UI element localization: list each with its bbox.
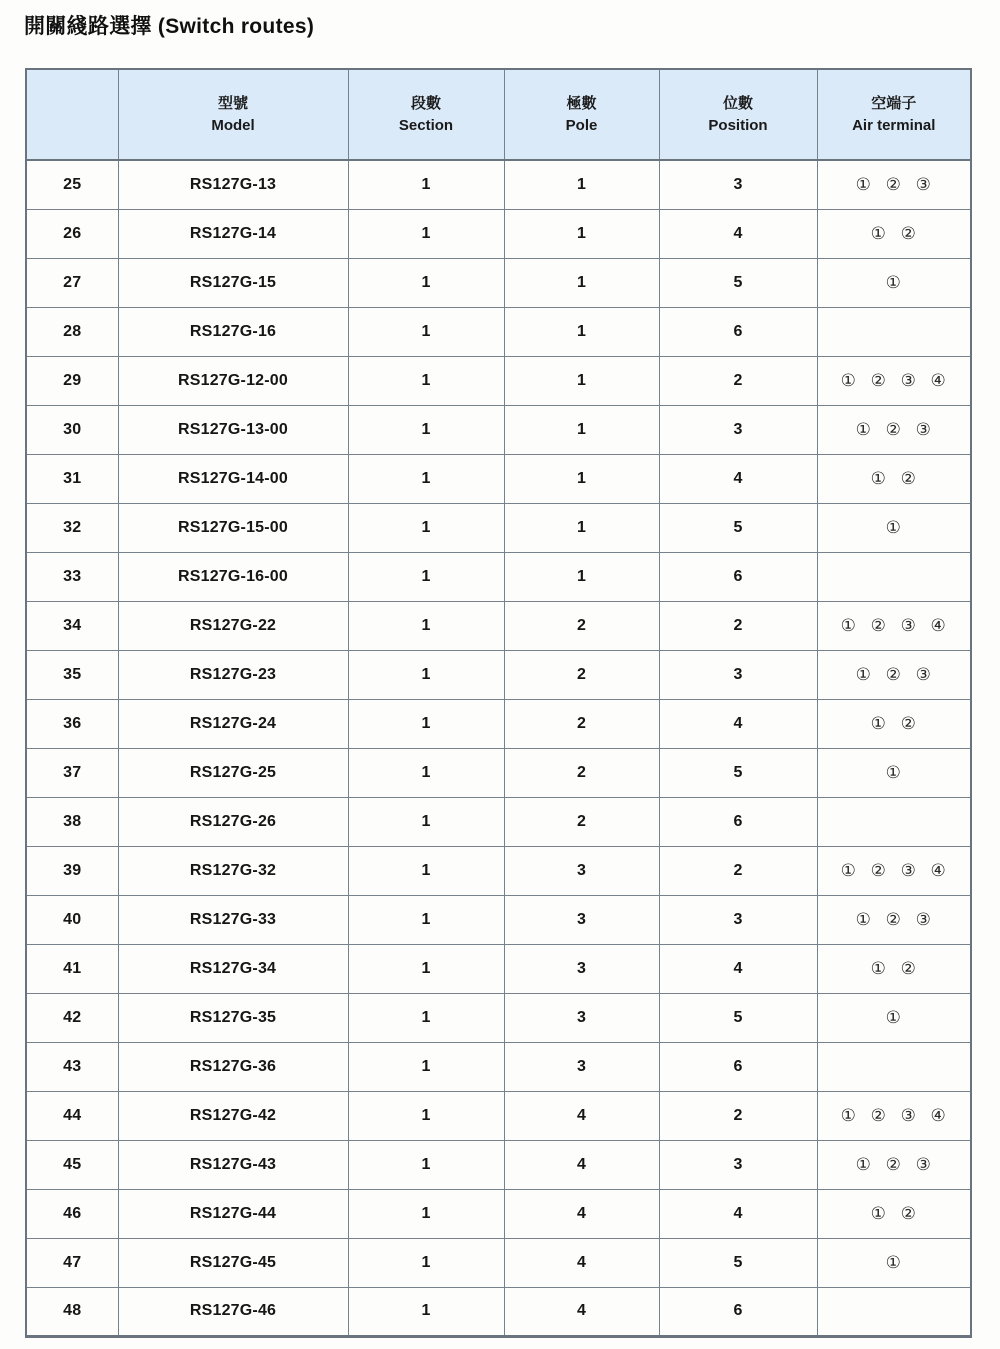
model-cell: RS127G-12-00 [118, 356, 348, 405]
table-row [26, 699, 971, 748]
pole-cell: 4 [504, 1140, 659, 1189]
section-cell: 1 [348, 209, 504, 258]
air-terminal-cell: ① ② [817, 209, 971, 258]
col-header-pole [504, 69, 659, 160]
row-number-cell: 32 [26, 503, 118, 552]
row-number-cell: 43 [26, 1042, 118, 1091]
row-number-cell: 25 [26, 160, 118, 209]
air-terminal-cell: ① [817, 1238, 971, 1287]
table-row [26, 846, 971, 895]
row-number-cell: 29 [26, 356, 118, 405]
table-row [26, 454, 971, 503]
air-terminal-cell: ① ② ③ [817, 895, 971, 944]
position-cell: 5 [659, 258, 817, 307]
position-cell: 5 [659, 748, 817, 797]
air-terminal-cell: ① ② ③ [817, 1140, 971, 1189]
row-number-cell: 39 [26, 846, 118, 895]
row-number-cell: 40 [26, 895, 118, 944]
table-row [26, 405, 971, 454]
model-cell: RS127G-45 [118, 1238, 348, 1287]
section-cell: 1 [348, 552, 504, 601]
model-cell: RS127G-32 [118, 846, 348, 895]
model-cell: RS127G-43 [118, 1140, 348, 1189]
col-header-position-zh: 位數 [722, 94, 753, 112]
position-cell: 3 [659, 160, 817, 209]
row-number-cell: 41 [26, 944, 118, 993]
page-title: 開關綫路選擇 (Switch routes) [24, 15, 315, 38]
switch-routes-table [25, 68, 972, 1338]
col-header-air-terminal-zh: 空端子 [871, 94, 917, 112]
row-number-cell: 38 [26, 797, 118, 846]
position-cell: 3 [659, 405, 817, 454]
position-cell: 5 [659, 1238, 817, 1287]
col-header-pole-en: Pole [565, 117, 598, 135]
table-row [26, 1189, 971, 1238]
position-cell: 6 [659, 552, 817, 601]
row-number-cell: 36 [26, 699, 118, 748]
position-cell: 2 [659, 1091, 817, 1140]
col-header-position-en: Position [708, 117, 768, 135]
position-cell: 2 [659, 846, 817, 895]
position-cell: 3 [659, 650, 817, 699]
col-header-model [118, 69, 348, 160]
position-cell: 6 [659, 307, 817, 356]
row-number-cell: 46 [26, 1189, 118, 1238]
col-header-model-zh: 型號 [217, 94, 248, 112]
section-cell: 1 [348, 1140, 504, 1189]
row-number-cell: 37 [26, 748, 118, 797]
section-cell: 1 [348, 944, 504, 993]
row-number-cell: 27 [26, 258, 118, 307]
pole-cell: 2 [504, 650, 659, 699]
position-cell: 6 [659, 1287, 817, 1336]
table-row [26, 1140, 971, 1189]
position-cell: 4 [659, 944, 817, 993]
air-terminal-cell: ① [817, 993, 971, 1042]
position-cell: 4 [659, 1189, 817, 1238]
pole-cell: 3 [504, 993, 659, 1042]
section-cell: 1 [348, 356, 504, 405]
pole-cell: 4 [504, 1238, 659, 1287]
row-number-cell: 31 [26, 454, 118, 503]
table-row [26, 944, 971, 993]
section-cell: 1 [348, 797, 504, 846]
section-cell: 1 [348, 405, 504, 454]
row-number-cell: 47 [26, 1238, 118, 1287]
section-cell: 1 [348, 1042, 504, 1091]
col-header-blank [26, 69, 118, 160]
section-cell: 1 [348, 846, 504, 895]
table-row [26, 1238, 971, 1287]
position-cell: 3 [659, 1140, 817, 1189]
air-terminal-cell: ① ② ③ ④ [817, 1091, 971, 1140]
pole-cell: 2 [504, 797, 659, 846]
table-row [26, 601, 971, 650]
pole-cell: 3 [504, 846, 659, 895]
model-cell: RS127G-26 [118, 797, 348, 846]
pole-cell: 1 [504, 405, 659, 454]
position-cell: 2 [659, 356, 817, 405]
section-cell: 1 [348, 307, 504, 356]
position-cell: 5 [659, 993, 817, 1042]
table-row [26, 356, 971, 405]
table-row [26, 552, 971, 601]
air-terminal-cell: ① [817, 503, 971, 552]
model-cell: RS127G-42 [118, 1091, 348, 1140]
air-terminal-cell: ① ② [817, 699, 971, 748]
position-cell: 2 [659, 601, 817, 650]
pole-cell: 2 [504, 748, 659, 797]
section-cell: 1 [348, 895, 504, 944]
air-terminal-cell [817, 307, 971, 356]
position-cell: 3 [659, 895, 817, 944]
section-cell: 1 [348, 160, 504, 209]
col-header-air-terminal [817, 69, 971, 160]
pole-cell: 1 [504, 356, 659, 405]
pole-cell: 4 [504, 1091, 659, 1140]
air-terminal-cell: ① ② ③ ④ [817, 601, 971, 650]
section-cell: 1 [348, 601, 504, 650]
model-cell: RS127G-23 [118, 650, 348, 699]
section-cell: 1 [348, 699, 504, 748]
model-cell: RS127G-13 [118, 160, 348, 209]
model-cell: RS127G-14-00 [118, 454, 348, 503]
section-cell: 1 [348, 1189, 504, 1238]
col-header-section-zh: 段數 [410, 94, 441, 112]
pole-cell: 2 [504, 699, 659, 748]
table-row [26, 650, 971, 699]
table-row [26, 160, 971, 209]
model-cell: RS127G-15-00 [118, 503, 348, 552]
section-cell: 1 [348, 1287, 504, 1336]
row-number-cell: 28 [26, 307, 118, 356]
position-cell: 4 [659, 699, 817, 748]
air-terminal-cell: ① ② [817, 1189, 971, 1238]
pole-cell: 1 [504, 503, 659, 552]
table-row [26, 258, 971, 307]
pole-cell: 1 [504, 454, 659, 503]
model-cell: RS127G-36 [118, 1042, 348, 1091]
model-cell: RS127G-25 [118, 748, 348, 797]
position-cell: 4 [659, 454, 817, 503]
row-number-cell: 48 [26, 1287, 118, 1336]
pole-cell: 4 [504, 1287, 659, 1336]
model-cell: RS127G-14 [118, 209, 348, 258]
model-cell: RS127G-34 [118, 944, 348, 993]
model-cell: RS127G-35 [118, 993, 348, 1042]
col-header-model-en: Model [211, 117, 255, 135]
air-terminal-cell: ① [817, 748, 971, 797]
pole-cell: 1 [504, 209, 659, 258]
col-header-pole-zh: 極數 [566, 94, 597, 112]
model-cell: RS127G-15 [118, 258, 348, 307]
col-header-section [348, 69, 504, 160]
air-terminal-cell [817, 1287, 971, 1336]
air-terminal-cell: ① ② ③ [817, 160, 971, 209]
air-terminal-cell [817, 797, 971, 846]
col-header-position [659, 69, 817, 160]
pole-cell: 2 [504, 601, 659, 650]
position-cell: 5 [659, 503, 817, 552]
pole-cell: 3 [504, 895, 659, 944]
model-cell: RS127G-13-00 [118, 405, 348, 454]
table-row [26, 895, 971, 944]
section-cell: 1 [348, 454, 504, 503]
section-cell: 1 [348, 650, 504, 699]
section-cell: 1 [348, 1091, 504, 1140]
section-cell: 1 [348, 1238, 504, 1287]
model-cell: RS127G-44 [118, 1189, 348, 1238]
air-terminal-cell: ① ② ③ [817, 405, 971, 454]
position-cell: 6 [659, 1042, 817, 1091]
model-cell: RS127G-16-00 [118, 552, 348, 601]
pole-cell: 1 [504, 307, 659, 356]
pole-cell: 3 [504, 944, 659, 993]
table-row [26, 1042, 971, 1091]
table-row [26, 503, 971, 552]
col-header-section-en: Section [398, 117, 454, 135]
air-terminal-cell: ① ② ③ [817, 650, 971, 699]
model-cell: RS127G-46 [118, 1287, 348, 1336]
section-cell: 1 [348, 748, 504, 797]
col-header-air-terminal-en: Air terminal [852, 117, 936, 135]
table-row [26, 748, 971, 797]
row-number-cell: 35 [26, 650, 118, 699]
table-row [26, 797, 971, 846]
air-terminal-cell: ① ② ③ ④ [817, 356, 971, 405]
section-cell: 1 [348, 503, 504, 552]
row-number-cell: 44 [26, 1091, 118, 1140]
table-row [26, 1287, 971, 1336]
model-cell: RS127G-33 [118, 895, 348, 944]
model-cell: RS127G-16 [118, 307, 348, 356]
table-row [26, 1091, 971, 1140]
air-terminal-cell: ① ② [817, 454, 971, 503]
pole-cell: 1 [504, 160, 659, 209]
table-row [26, 307, 971, 356]
table-body [26, 160, 971, 1336]
position-cell: 6 [659, 797, 817, 846]
pole-cell: 1 [504, 552, 659, 601]
table-row [26, 993, 971, 1042]
row-number-cell: 26 [26, 209, 118, 258]
air-terminal-cell [817, 1042, 971, 1091]
row-number-cell: 42 [26, 993, 118, 1042]
model-cell: RS127G-24 [118, 699, 348, 748]
air-terminal-cell: ① [817, 258, 971, 307]
row-number-cell: 34 [26, 601, 118, 650]
table-row [26, 209, 971, 258]
air-terminal-cell [817, 552, 971, 601]
header-row [26, 69, 971, 160]
section-cell: 1 [348, 993, 504, 1042]
pole-cell: 3 [504, 1042, 659, 1091]
air-terminal-cell: ① ② ③ ④ [817, 846, 971, 895]
air-terminal-cell: ① ② [817, 944, 971, 993]
row-number-cell: 33 [26, 552, 118, 601]
section-cell: 1 [348, 258, 504, 307]
pole-cell: 1 [504, 258, 659, 307]
position-cell: 4 [659, 209, 817, 258]
model-cell: RS127G-22 [118, 601, 348, 650]
row-number-cell: 45 [26, 1140, 118, 1189]
pole-cell: 4 [504, 1189, 659, 1238]
row-number-cell: 30 [26, 405, 118, 454]
